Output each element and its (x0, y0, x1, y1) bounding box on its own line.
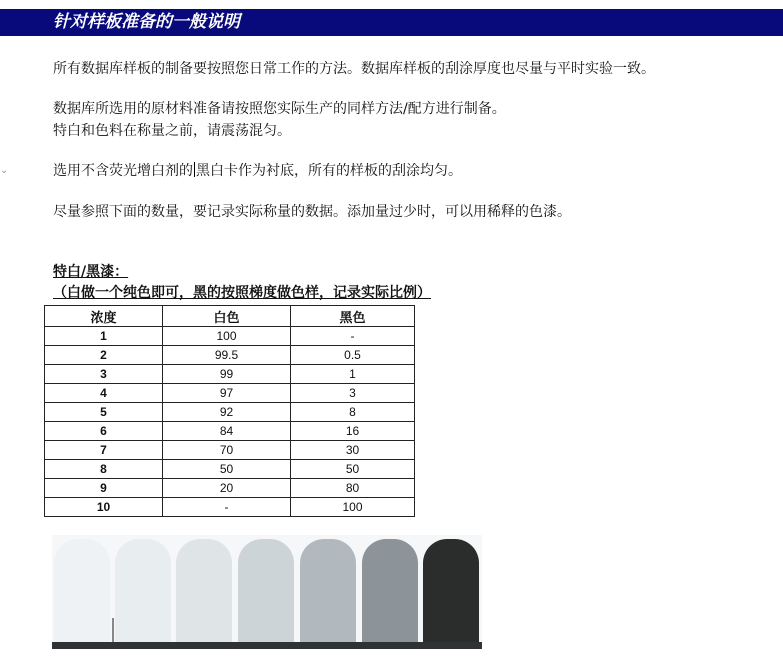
color-swatch-strip (52, 535, 482, 649)
cell-white: 84 (163, 422, 291, 441)
section-subtitle: （白做一个纯色即可，黑的按照梯度做色样，记录实际比例） (53, 285, 431, 301)
table-row (45, 460, 415, 479)
header-concentration: 浓度 (45, 306, 163, 327)
table-row (45, 384, 415, 403)
header-bar (0, 9, 783, 36)
cell-white: 99.5 (163, 346, 291, 365)
paragraph-weighing: 尽量参照下面的数量，要记录实际称量的数据。添加量过少时，可以用稀释的色漆。 (53, 204, 571, 220)
cell-white: 100 (163, 327, 291, 346)
cell-white: 99 (163, 365, 291, 384)
table-row (45, 479, 415, 498)
swatch-1 (54, 539, 110, 642)
paragraph-substrate-part1: 选用不含荧光增白剂的 (53, 163, 193, 179)
table-row (45, 422, 415, 441)
cell-white: - (163, 498, 291, 517)
cell-black: 8 (291, 403, 415, 422)
cell-black: 0.5 (291, 346, 415, 365)
swatch-6 (362, 539, 418, 642)
header-black: 黑色 (291, 306, 415, 327)
cell-level: 8 (45, 460, 163, 479)
cell-level: 6 (45, 422, 163, 441)
table-row (45, 498, 415, 517)
cell-level: 3 (45, 365, 163, 384)
swatch-base (52, 642, 482, 649)
cell-black: 50 (291, 460, 415, 479)
cell-black: 16 (291, 422, 415, 441)
paragraph-substrate (53, 161, 462, 181)
cell-black: 100 (291, 498, 415, 517)
table-row (45, 327, 415, 346)
paragraph-substrate-part2: 黑白卡作为衬底，所有的样板的刮涂均匀。 (196, 163, 462, 179)
cell-black: 80 (291, 479, 415, 498)
text-caret (194, 162, 195, 177)
cell-level: 2 (45, 346, 163, 365)
paragraph-method: 所有数据库样板的制备要按照您日常工作的方法。数据库样板的刮涂厚度也尽量与平时实验一致。 (53, 61, 655, 77)
cell-level: 7 (45, 441, 163, 460)
cell-level: 1 (45, 327, 163, 346)
cell-level: 10 (45, 498, 163, 517)
swatch-2 (115, 539, 171, 642)
cell-white: 50 (163, 460, 291, 479)
swatch-3 (176, 539, 232, 642)
table-header-row (45, 306, 415, 327)
table-row (45, 441, 415, 460)
cell-black: 3 (291, 384, 415, 403)
ratio-table (44, 305, 415, 517)
table-row (45, 403, 415, 422)
swatch-5 (300, 539, 356, 642)
cell-black: 1 (291, 365, 415, 384)
cell-black: - (291, 327, 415, 346)
swatch-4 (238, 539, 294, 642)
cell-white: 92 (163, 403, 291, 422)
section-title: 特白/黑漆： (53, 264, 129, 280)
cell-white: 20 (163, 479, 291, 498)
paragraph-materials: 数据库所选用的原材料准备请按照您实际生产的同样方法/配方进行制备。 (53, 101, 506, 117)
cell-white: 97 (163, 384, 291, 403)
cell-level: 5 (45, 403, 163, 422)
cell-level: 9 (45, 479, 163, 498)
cell-black: 30 (291, 441, 415, 460)
header-white: 白色 (163, 306, 291, 327)
cell-level: 4 (45, 384, 163, 403)
table-row (45, 365, 415, 384)
cell-white: 70 (163, 441, 291, 460)
paragraph-mixing: 特白和色料在称量之前，请震荡混匀。 (53, 123, 291, 139)
swatch-7 (423, 539, 479, 642)
table-row (45, 346, 415, 365)
margin-arrow-icon: ⌄ (0, 165, 9, 176)
page-title: 针对样板准备的一般说明 (53, 12, 240, 32)
